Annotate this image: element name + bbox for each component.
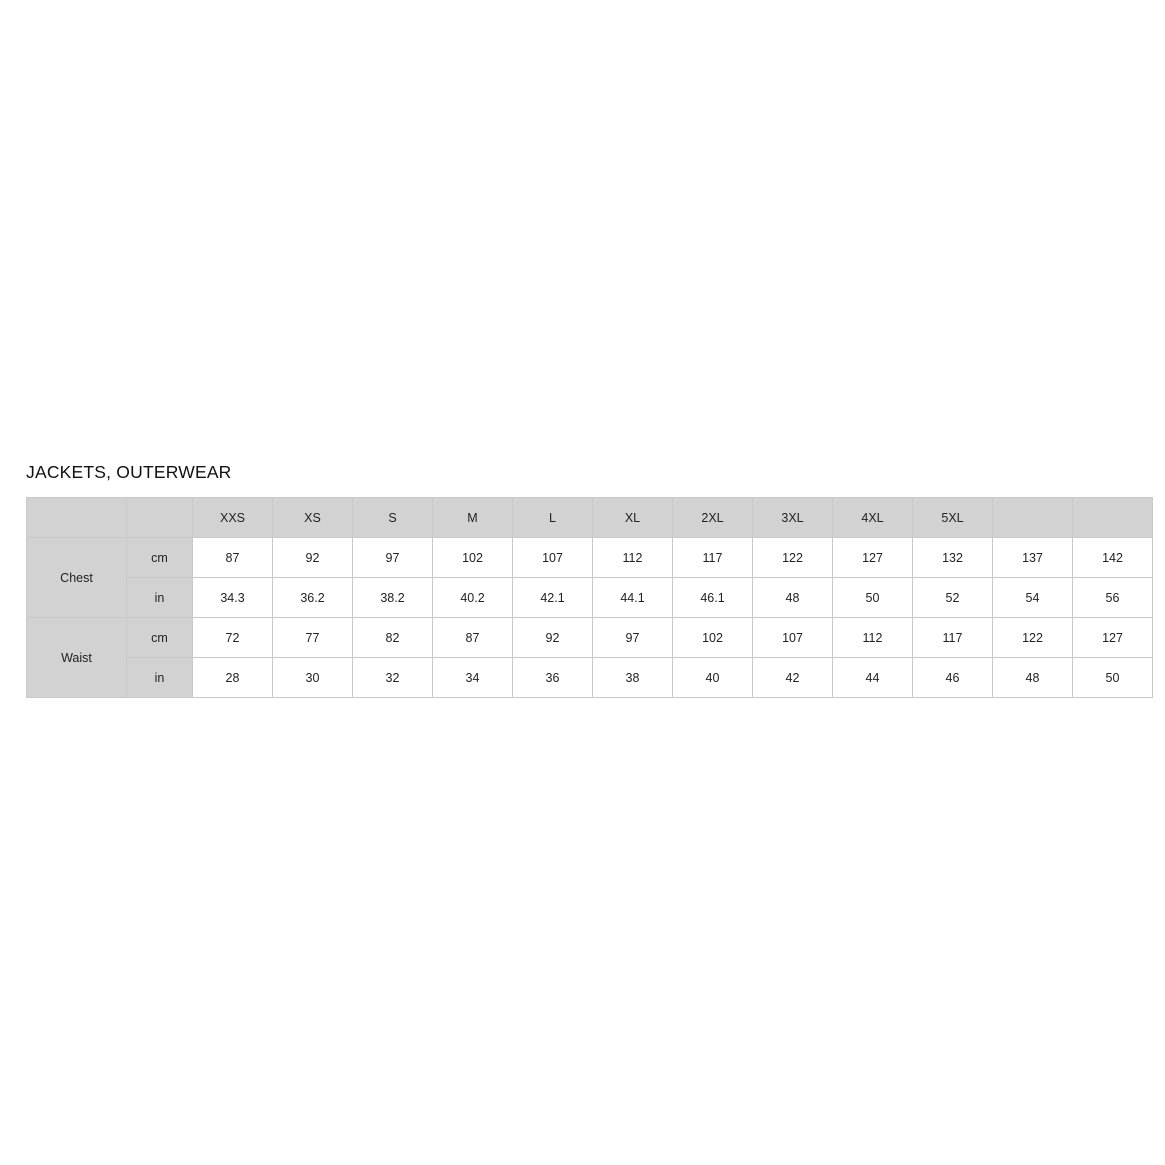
header-size-blank-2 — [1073, 498, 1153, 538]
table-header-row — [27, 498, 1153, 538]
cell-waist-cm-2xl: 102 — [673, 618, 753, 658]
table-row — [27, 658, 1153, 698]
cell-waist-in-3xl: 42 — [753, 658, 833, 698]
cell-waist-cm-5xl: 117 — [913, 618, 993, 658]
cell-chest-in-extra-1: 54 — [993, 578, 1073, 618]
header-size-3xl: 3XL — [753, 498, 833, 538]
cell-waist-cm-4xl: 112 — [833, 618, 913, 658]
cell-chest-cm-extra-1: 137 — [993, 538, 1073, 578]
cell-chest-cm-extra-2: 142 — [1073, 538, 1153, 578]
cell-waist-cm-s: 82 — [353, 618, 433, 658]
cell-waist-in-s: 32 — [353, 658, 433, 698]
header-size-xl: XL — [593, 498, 673, 538]
cell-waist-cm-m: 87 — [433, 618, 513, 658]
header-size-blank-1 — [993, 498, 1073, 538]
header-corner-blank-2 — [127, 498, 193, 538]
header-size-m: M — [433, 498, 513, 538]
cell-chest-cm-xs: 92 — [273, 538, 353, 578]
cell-chest-cm-4xl: 127 — [833, 538, 913, 578]
cell-chest-cm-3xl: 122 — [753, 538, 833, 578]
header-corner-blank-1 — [27, 498, 127, 538]
cell-chest-in-xxs: 34.3 — [193, 578, 273, 618]
header-size-xs: XS — [273, 498, 353, 538]
table-row — [27, 618, 1153, 658]
unit-label-chest-cm: cm — [127, 538, 193, 578]
unit-label-waist-cm: cm — [127, 618, 193, 658]
cell-chest-cm-xxs: 87 — [193, 538, 273, 578]
cell-chest-in-5xl: 52 — [913, 578, 993, 618]
cell-chest-in-extra-2: 56 — [1073, 578, 1153, 618]
row-label-waist: Waist — [27, 618, 127, 698]
cell-chest-cm-s: 97 — [353, 538, 433, 578]
cell-waist-in-extra-1: 48 — [993, 658, 1073, 698]
cell-waist-in-4xl: 44 — [833, 658, 913, 698]
cell-waist-cm-xxs: 72 — [193, 618, 273, 658]
row-label-chest: Chest — [27, 538, 127, 618]
cell-waist-in-5xl: 46 — [913, 658, 993, 698]
header-size-xxs: XXS — [193, 498, 273, 538]
header-size-s: S — [353, 498, 433, 538]
cell-waist-in-2xl: 40 — [673, 658, 753, 698]
page-title: JACKETS, OUTERWEAR — [26, 462, 232, 482]
header-size-2xl: 2XL — [673, 498, 753, 538]
cell-waist-in-l: 36 — [513, 658, 593, 698]
cell-waist-cm-extra-1: 122 — [993, 618, 1073, 658]
cell-chest-in-xs: 36.2 — [273, 578, 353, 618]
cell-waist-cm-extra-2: 127 — [1073, 618, 1153, 658]
cell-chest-cm-xl: 112 — [593, 538, 673, 578]
cell-chest-cm-5xl: 132 — [913, 538, 993, 578]
cell-waist-cm-3xl: 107 — [753, 618, 833, 658]
cell-chest-in-s: 38.2 — [353, 578, 433, 618]
cell-waist-cm-l: 92 — [513, 618, 593, 658]
cell-chest-in-m: 40.2 — [433, 578, 513, 618]
cell-chest-cm-m: 102 — [433, 538, 513, 578]
cell-waist-in-extra-2: 50 — [1073, 658, 1153, 698]
cell-chest-cm-2xl: 117 — [673, 538, 753, 578]
cell-chest-in-l: 42.1 — [513, 578, 593, 618]
header-size-5xl: 5XL — [913, 498, 993, 538]
header-size-l: L — [513, 498, 593, 538]
header-size-4xl: 4XL — [833, 498, 913, 538]
cell-chest-cm-l: 107 — [513, 538, 593, 578]
cell-waist-in-m: 34 — [433, 658, 513, 698]
cell-waist-in-xxs: 28 — [193, 658, 273, 698]
cell-waist-cm-xl: 97 — [593, 618, 673, 658]
size-chart-container — [26, 462, 1136, 698]
table-row — [27, 538, 1153, 578]
size-chart-table — [26, 497, 1153, 698]
cell-chest-in-3xl: 48 — [753, 578, 833, 618]
cell-waist-in-xl: 38 — [593, 658, 673, 698]
unit-label-waist-in: in — [127, 658, 193, 698]
cell-chest-in-xl: 44.1 — [593, 578, 673, 618]
table-row — [27, 578, 1153, 618]
unit-label-chest-in: in — [127, 578, 193, 618]
cell-chest-in-2xl: 46.1 — [673, 578, 753, 618]
cell-waist-in-xs: 30 — [273, 658, 353, 698]
cell-chest-in-4xl: 50 — [833, 578, 913, 618]
cell-waist-cm-xs: 77 — [273, 618, 353, 658]
